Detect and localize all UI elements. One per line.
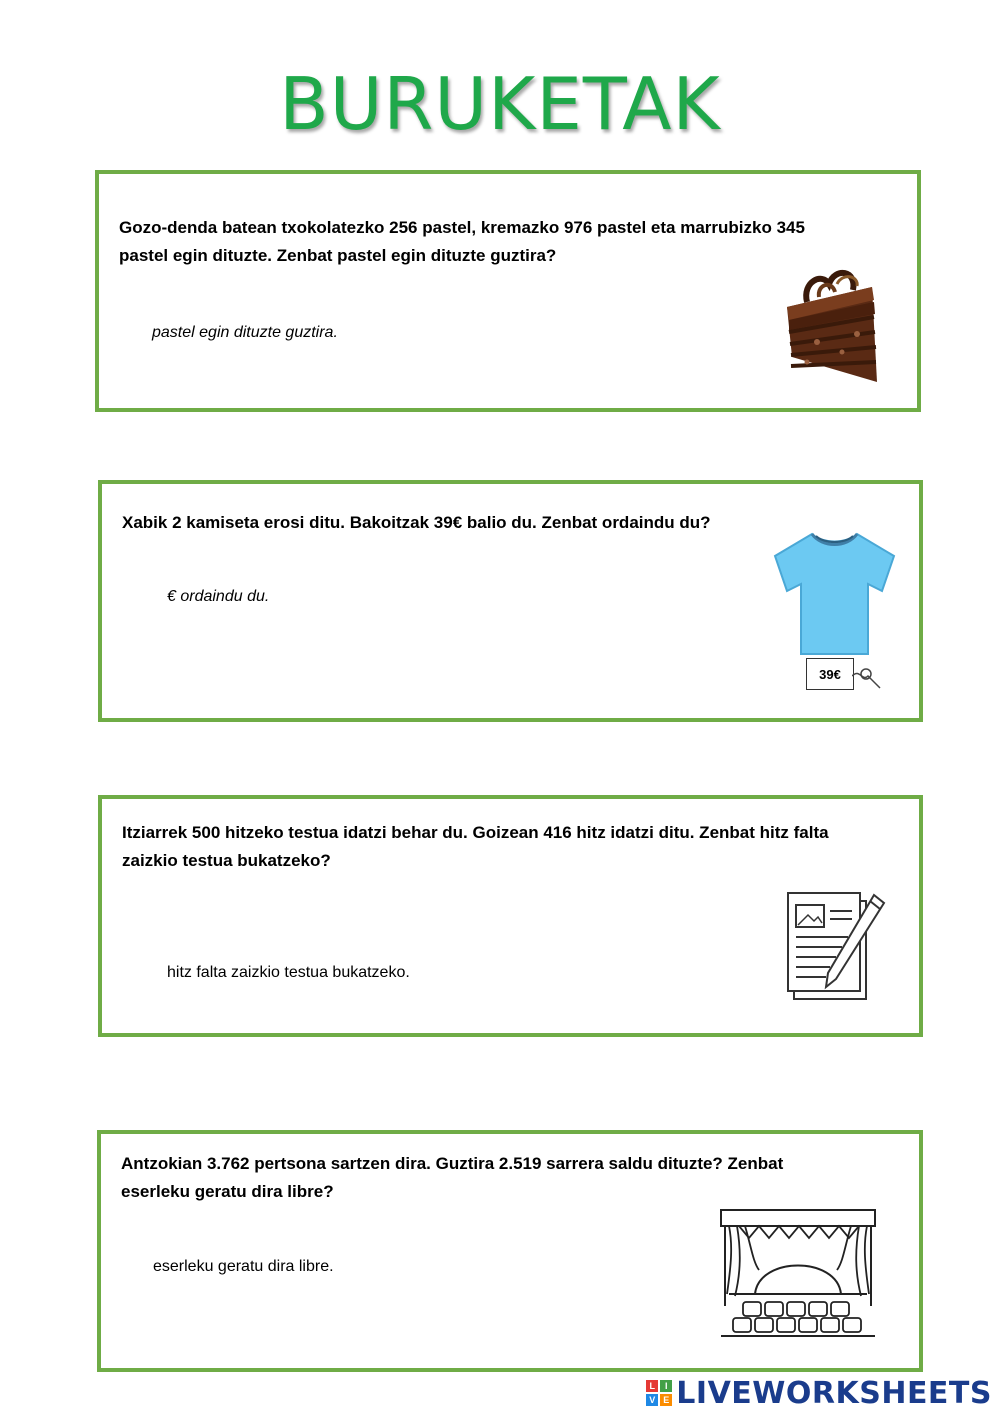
question-line: pastel egin dituzte. Zenbat pastel egin dituzte guztira? <box>119 246 557 265</box>
question-text <box>122 509 839 537</box>
theater-stage-icon <box>719 1206 877 1342</box>
question-line: Antzokian 3.762 pertsona sartzen dira. Guztira 2.519 sarrera saldu dituzte? Zenbat <box>121 1154 784 1173</box>
logo-letter: E <box>660 1394 672 1406</box>
answer-label: eserleku geratu dira libre. <box>153 1258 334 1275</box>
liveworksheets-watermark <box>646 1375 992 1411</box>
question-text <box>122 819 839 875</box>
t-shirt-icon <box>772 526 897 658</box>
chocolate-cake-icon <box>777 262 887 387</box>
question-line: eserleku geratu dira libre? <box>121 1182 334 1201</box>
problem-card-4 <box>97 1130 923 1372</box>
question-text <box>121 1150 839 1206</box>
price-tag <box>806 658 854 690</box>
logo-letter: L <box>646 1380 658 1392</box>
answer-label: pastel egin dituzte guztira. <box>152 324 338 341</box>
problem-card-1 <box>95 170 921 412</box>
page-title: BURUKETAK <box>279 62 721 146</box>
document-pencil-icon <box>786 891 886 1003</box>
answer-label: € ordaindu du. <box>167 588 270 605</box>
answer-label: hitz falta zaizkio testua bukatzeko. <box>167 964 410 981</box>
question-line: Xabik 2 kamiseta erosi ditu. Bakoitzak 39€ balio du. Zenbat ordaindu du? <box>122 513 711 532</box>
logo-letter: V <box>646 1394 658 1406</box>
problem-card-2 <box>98 480 923 722</box>
liveworksheets-logo <box>646 1380 672 1406</box>
question-line: Itziarrek 500 hitzeko testua idatzi behar du. Goizean 416 hitz idatzi ditu. Zenbat hitz falta <box>122 823 829 842</box>
brand-name: LIVEWORKSHEETS <box>676 1375 992 1411</box>
logo-letter: I <box>660 1380 672 1392</box>
question-line: Gozo-denda batean txokolatezko 256 pastel, kremazko 976 pastel eta marrubizko 345 <box>119 218 805 237</box>
question-text <box>119 214 837 270</box>
question-line: zaizkio testua bukatzeko? <box>122 851 331 870</box>
problem-card-3 <box>98 795 923 1037</box>
tag-string-icon <box>852 662 886 692</box>
price-tag-label: 39€ <box>819 666 841 682</box>
